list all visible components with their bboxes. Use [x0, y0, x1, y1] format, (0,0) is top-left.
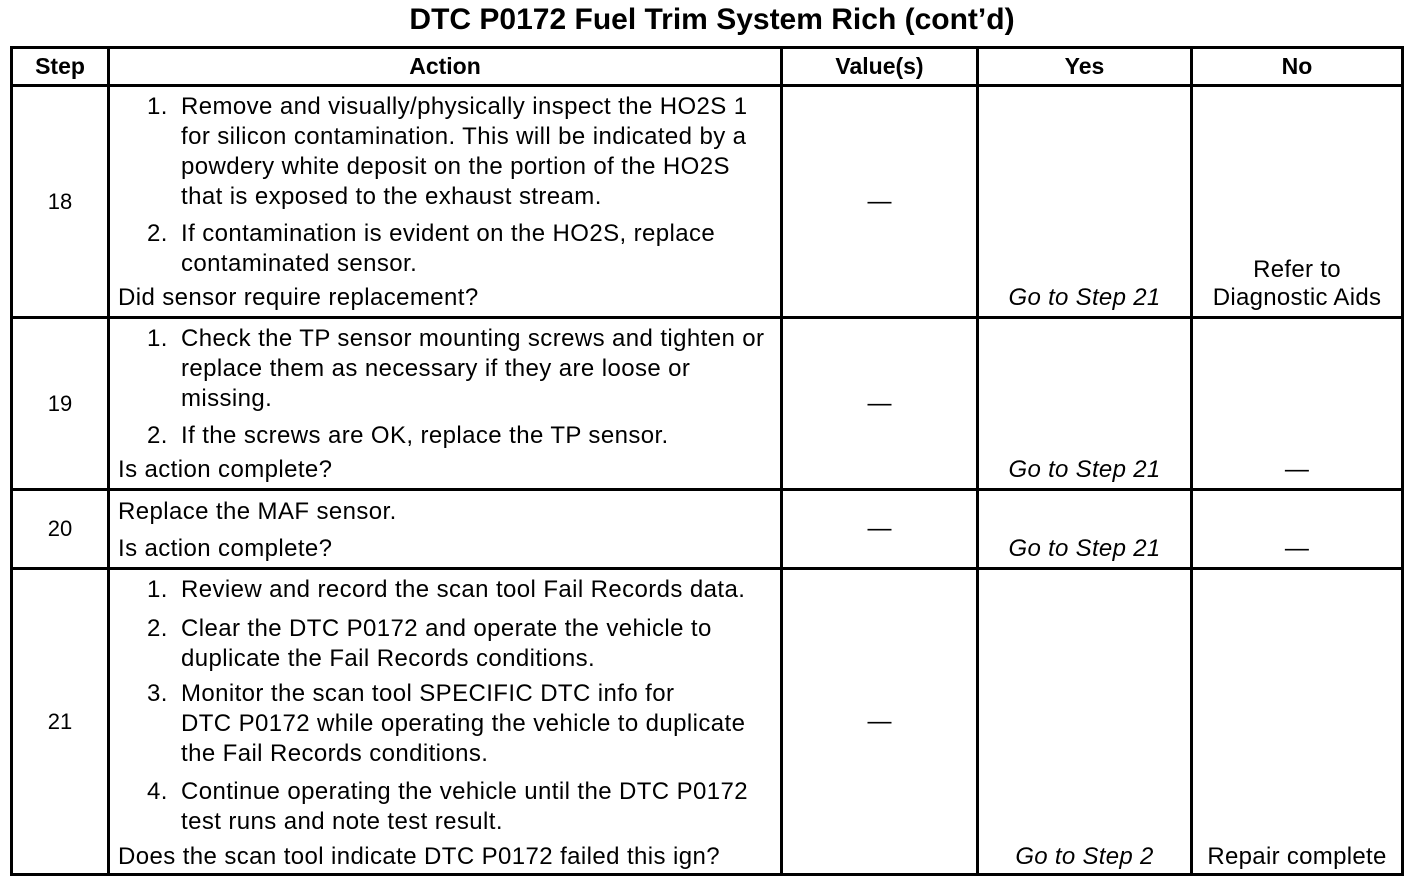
- action-question: Is action complete?: [118, 535, 333, 562]
- action-line: Monitor the scan tool SPECIFIC DTC info for: [181, 680, 675, 707]
- values-dash: —: [867, 707, 892, 735]
- action-question: Did sensor require replacement?: [118, 284, 479, 311]
- action-line: Continue operating the vehicle until the DTC P0172: [181, 778, 749, 805]
- step-number: 20: [47, 516, 73, 541]
- action-item-number: 2.: [147, 220, 168, 247]
- no-cell: [1193, 491, 1401, 567]
- table-row: [13, 491, 1401, 570]
- yes-cell: [979, 87, 1193, 316]
- action-item-number: 2.: [147, 422, 168, 449]
- action-cell: [110, 570, 783, 873]
- action-cell: [110, 491, 783, 567]
- yes-cell: [979, 491, 1193, 567]
- yes-cell: [979, 319, 1193, 488]
- table-row: [13, 319, 1401, 491]
- values-cell: [783, 570, 979, 873]
- no-result: —: [1284, 456, 1310, 483]
- no-result: —: [1284, 535, 1310, 562]
- action-line: Clear the DTC P0172 and operate the vehicle to: [181, 615, 712, 642]
- header-no: No: [1281, 53, 1313, 79]
- action-line: replace them as necessary if they are loose or: [181, 355, 691, 382]
- action-question: Is action complete?: [118, 456, 333, 483]
- table-row: [13, 570, 1401, 873]
- action-item-number: 2.: [147, 615, 168, 642]
- page-title: DTC P0172 Fuel Trim System Rich (cont’d): [409, 3, 1015, 36]
- step-number: 19: [47, 390, 73, 416]
- action-line: that is exposed to the exhaust stream.: [181, 183, 602, 210]
- action-line: for silicon contamination. This will be indicated by a: [181, 123, 747, 150]
- values-cell: [783, 491, 979, 567]
- action-line: duplicate the Fail Records conditions.: [181, 645, 596, 672]
- action-line: Check the TP sensor mounting screws and tighten or: [181, 325, 765, 352]
- table-header-row: [13, 49, 1401, 87]
- no-result: Repair complete: [1207, 843, 1387, 870]
- step-cell: [13, 87, 110, 316]
- action-cell: [110, 319, 783, 488]
- values-dash: —: [867, 515, 892, 542]
- action-line: If the screws are OK, replace the TP sensor.: [181, 422, 669, 449]
- action-line: contaminated sensor.: [181, 250, 418, 277]
- yes-result: Go to Step 21: [1008, 456, 1161, 483]
- yes-result: Go to Step 2: [1015, 843, 1154, 870]
- values-dash: —: [867, 187, 892, 215]
- header-action: Action: [110, 49, 783, 84]
- action-item-number: 3.: [147, 680, 168, 707]
- no-result: Refer to: [1253, 256, 1341, 283]
- action-item-number: 4.: [147, 778, 168, 805]
- yes-cell: [979, 570, 1193, 873]
- action-item-number: 1.: [147, 93, 168, 120]
- action-item-number: 1.: [147, 576, 168, 603]
- no-cell: [1193, 87, 1401, 316]
- step-cell: [13, 491, 110, 567]
- dtc-table: [10, 46, 1404, 876]
- header-values: Value(s): [783, 49, 979, 84]
- action-line: missing.: [181, 385, 273, 412]
- step-cell: [13, 570, 110, 873]
- table-row: [13, 87, 1401, 319]
- action-question: Does the scan tool indicate DTC P0172 failed this ign?: [118, 843, 720, 870]
- action-line: Remove and visually/physically inspect the HO2S 1: [181, 93, 748, 120]
- action-line: test runs and note test result.: [181, 808, 503, 835]
- action-cell: [110, 87, 783, 316]
- header-yes: Yes: [979, 49, 1193, 84]
- yes-result: Go to Step 21: [1008, 284, 1161, 311]
- action-line: If contamination is evident on the HO2S, replace: [181, 220, 716, 247]
- header-step: Step: [13, 49, 110, 84]
- no-cell: [1193, 570, 1401, 873]
- step-cell: [13, 319, 110, 488]
- no-result: Diagnostic Aids: [1212, 284, 1382, 311]
- action-line: powdery white deposit on the portion of the HO2S: [181, 153, 730, 180]
- values-cell: [783, 87, 979, 316]
- action-item-number: 1.: [147, 325, 168, 352]
- action-line: DTC P0172 while operating the vehicle to duplicate: [181, 710, 746, 737]
- action-line: Replace the MAF sensor.: [118, 498, 397, 525]
- values-dash: —: [867, 389, 892, 417]
- yes-result: Go to Step 21: [1008, 535, 1161, 562]
- step-number: 21: [47, 708, 73, 734]
- action-line: the Fail Records conditions.: [181, 740, 489, 767]
- step-number: 18: [47, 188, 73, 214]
- action-line: Review and record the scan tool Fail Records data.: [181, 576, 746, 603]
- values-cell: [783, 319, 979, 488]
- no-cell: [1193, 319, 1401, 488]
